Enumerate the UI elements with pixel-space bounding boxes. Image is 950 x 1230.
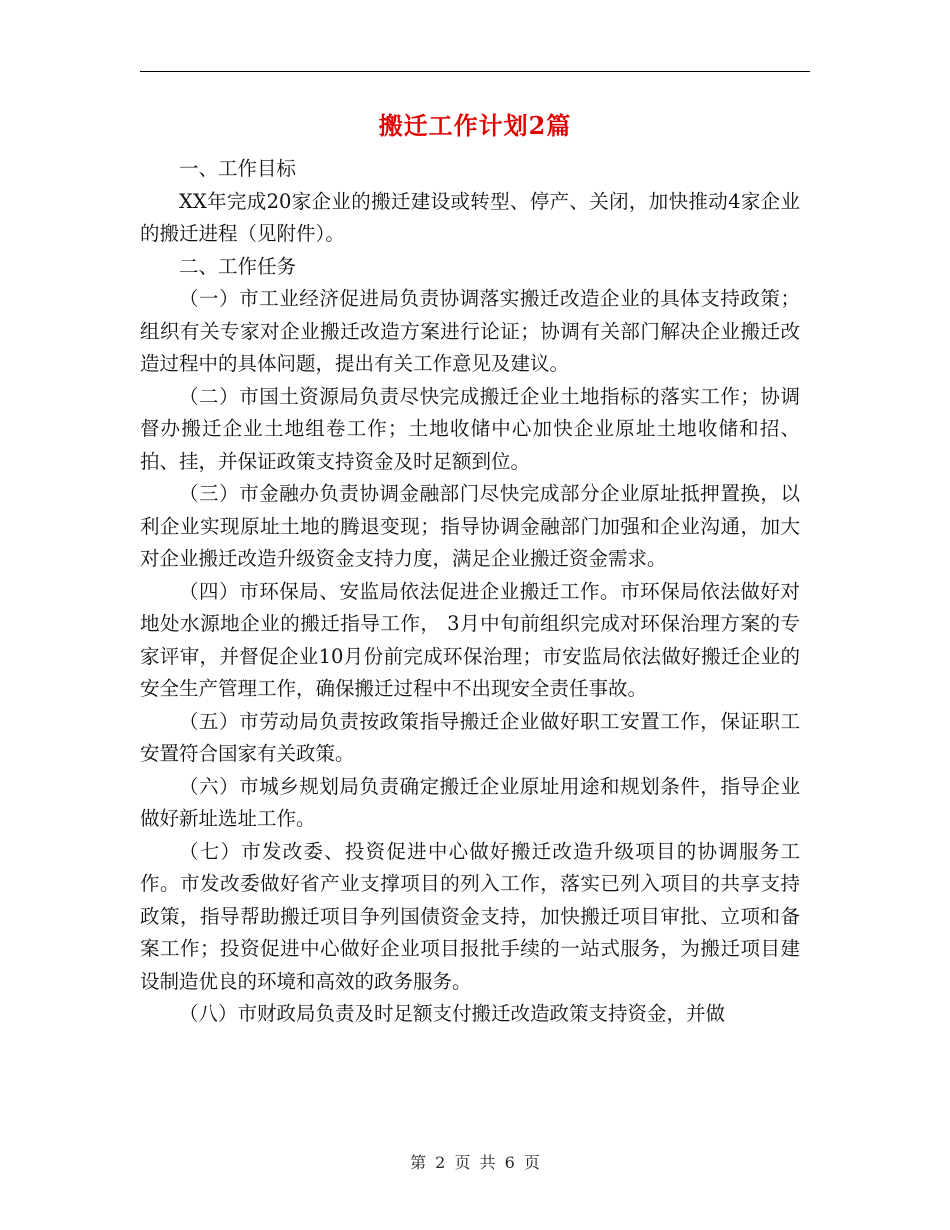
- paragraph-task-4: （四）市环保局、安监局依法促进企业搬迁工作。市环保局依法做好对地处水源地企业的搬迁指导工作， 3月中旬前组织完成对环保治理方案的专家评审，并督促企业10月份前完成环保治理；市安监局依法做好搬迁企业的安全生产管理工作，确保搬迁过程中不出现安全责任事故。: [140, 579, 800, 700]
- page-number-footer: 第 2 页 共 6 页: [410, 1153, 540, 1172]
- section-heading-tasks: 二、工作任务: [179, 254, 297, 278]
- paragraph-task-6: （六）市城乡规划局负责确定搬迁企业原址用途和规划条件，指导企业做好新址选址工作。: [140, 774, 800, 830]
- header-rule: [140, 71, 810, 72]
- paragraph-task-3: （三）市金融办负责协调金融部门尽快完成部分企业原址抵押置换，以利企业实现原址土地的腾退变现；指导协调金融部门加强和企业沟通，加大对企业搬迁改造升级资金支持力度，满足企业搬迁资金需求。: [140, 482, 800, 570]
- paragraph-task-2: （二）市国土资源局负责尽快完成搬迁企业土地指标的落实工作；协调督办搬迁企业土地组卷工作；土地收储中心加快企业原址土地收储和招、拍、挂，并保证政策支持资金及时足额到位。: [140, 384, 800, 473]
- document-title: 搬迁工作计划2篇: [378, 111, 572, 140]
- paragraph-goals: XX年完成20家企业的搬迁建设或转型、停产、关闭，加快推动4家企业的搬迁进程（见附件）。: [140, 189, 800, 245]
- paragraph-task-1: （一）市工业经济促进局负责协调落实搬迁改造企业的具体支持政策；组织有关专家对企业搬迁改造方案进行论证；协调有关部门解决企业搬迁改造过程中的具体问题，提出有关工作意见及建议。: [140, 287, 800, 375]
- document-body: [140, 153, 800, 1031]
- section-heading-goals: 一、工作目标: [179, 157, 297, 180]
- paragraph-task-5: （五）市劳动局负责按政策指导搬迁企业做好职工安置工作，保证职工安置符合国家有关政策。: [140, 709, 800, 765]
- paragraph-task-8: （八）市财政局负责及时足额支付搬迁改造政策支持资金，并做: [179, 1002, 726, 1025]
- paragraph-task-7: （七）市发改委、投资促进中心做好搬迁改造升级项目的协调服务工作。市发改委做好省产业支撑项目的列入工作，落实已列入项目的共享支持政策，指导帮助搬迁项目争列国债资金支持，加快搬迁项目审批、立项和备案工作；投资促进中心做好企业项目报批手续的一站式服务，为搬迁项目建设制造优良的环境和高效的政务服务。: [140, 839, 800, 993]
